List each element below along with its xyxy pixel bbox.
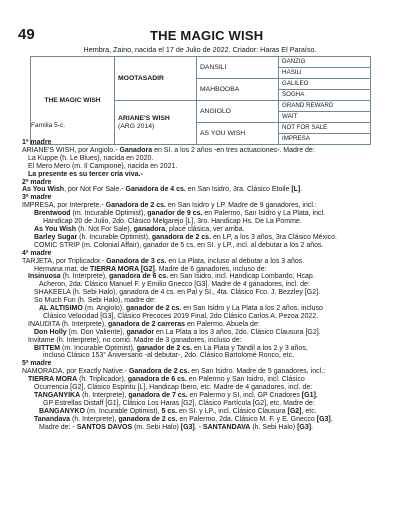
record-line: INAUDITA (h. Interprete), ganadora de 2 carreras en Palermo. Abuela de: bbox=[28, 320, 260, 328]
record-line: Don Holly (m. Don Valiente), ganador en La Plata a los 3 años, 2do. Clásico Clausura [G2]. bbox=[34, 328, 321, 336]
record-line: El Mero Mero (m. Il Campione), nacida en 2021. bbox=[28, 162, 178, 170]
pedigree-dam-year: (ARG 2014) bbox=[118, 122, 155, 130]
record-line: Hermana mat. de TIERRA MORA [G2]. Madre de 6 ganadores, incluso de: bbox=[34, 265, 267, 273]
record-line: IMPRESA, por Interprete.- Ganadora de 2 cs. en San Isidro y LP. Madre de 9 ganadores, incl.: bbox=[22, 202, 317, 210]
record-line: GP Estrellas Distaff [G1], Clásico Los Haras [G2], Clásico Partícula [G2], etc. Madre de: bbox=[43, 399, 315, 407]
record-line: NAMORADA, por Exactly Native.- Ganadora de 2 cs. en San Isidro. Madre de 5 ganadores, incl.: bbox=[22, 368, 326, 376]
pedigree-ggs-5: GRAND REWARD bbox=[279, 101, 371, 112]
record-line: TARJETA, por Triplicador.- Ganadora de 3 cs. en La Plata, incluso al debutar a los 3 años. bbox=[22, 257, 305, 265]
record-line: La presente es su tercer cría viva.- bbox=[28, 170, 143, 178]
pedigree-ggs-6: WAIT bbox=[279, 112, 371, 123]
section-heading: 4ª madre bbox=[22, 249, 52, 257]
family-label: Familia 5-c. bbox=[31, 122, 66, 129]
section-heading: 5ª madre bbox=[22, 360, 52, 368]
record-line: Ocurrencia [G2], Clásico Espiritu [L], Handicap Ibero, etc. Madre de 4 ganadores, incl. de: bbox=[34, 384, 313, 392]
pedigree-table bbox=[30, 56, 371, 145]
section-heading: 1ª madre bbox=[22, 139, 52, 146]
record-line: Tanandava (h. Interprete), ganadora de 2 cs. en Palermo, 2da. Clásico M. F. y E. Gnecco [G3]. bbox=[34, 415, 333, 423]
pedigree-ggs-2: HASILI bbox=[279, 68, 371, 79]
breed-info: Hembra, Zaino, nacida el 17 de Julio de 2022. Criador: Haras El Paraíso. bbox=[83, 45, 317, 54]
record-line: Madre de: - SANTOS DAVOS (m. Sebi Halo) [G3]. - SANTANDAVA (h. Sebi Halo) [G3]. bbox=[39, 423, 314, 431]
pedigree-dam: ARIANE'S WISH bbox=[118, 114, 170, 122]
pedigree-sire: MOOTASADIR bbox=[115, 57, 197, 101]
record-line: Invitame (h. Interprete), no corrió. Madre de 3 ganadores, incluso de: bbox=[28, 336, 242, 344]
record-line: TANGANYIKA (h. Interprete), ganadora de 7 cs. en Palermo y SI, incl. GP Criadores [G1], bbox=[34, 392, 318, 399]
record-line: BITTEM (m. Incurable Optimist), ganador de 2 cs. en La Plata y Tandil a los 2 y 3 años, bbox=[34, 344, 308, 352]
lot-number: 49 bbox=[18, 26, 35, 43]
record-line: Handicap 20 de Julio, 2do. Clásico Melgarejo [L], 3ro. Handicap Hs. De La Pomme. bbox=[43, 218, 302, 226]
horse-name: THE MAGIC WISH bbox=[150, 28, 264, 43]
record-line: As You Wish (h. Not For Sale), ganadora, placé clásica, ver arriba. bbox=[34, 225, 245, 233]
pedigree-subject: THE MAGIC WISH bbox=[31, 57, 115, 145]
pedigree-sire-sire: DANSILI bbox=[197, 57, 279, 79]
record-line: Acheron, 2da. Clásico Manuel F. y Emilio Gnecco [G3]. Madre de 4 ganadores, incl. de: bbox=[39, 281, 310, 289]
pedigree-ggs-3: GALILEO bbox=[279, 79, 371, 90]
pedigree-ggs-1: DANZIG bbox=[279, 57, 371, 68]
record-line: Clásico Velocidad [G3], Clásico Precoces 2019 Final, 2do Clásico Carlos A. Pezoa 2022. bbox=[43, 312, 319, 320]
record-line: So Much Fun (h. Sebi Halo), madre de: bbox=[34, 297, 156, 305]
pedigree-dam-cell bbox=[115, 101, 197, 145]
pedigree-dam-sire: ANGIOLO bbox=[197, 101, 279, 123]
record-line: ARIANE'S WISH, por Angiolo.- Ganadora en SI. a los 2 años -en tres actuaciones-. Madre de: bbox=[22, 146, 315, 154]
record-line: COMIC STRIP (m. Colonial Affair), ganador de 5 cs. en SI. y LP., incl. al debutar a los 2 años. bbox=[34, 241, 324, 249]
pedigree-ggs-7: NOT FOR SALE bbox=[279, 123, 371, 134]
record-line: La Kuppe (h. Le Blues), nacida en 2020. bbox=[28, 154, 154, 162]
section-heading: 3ª madre bbox=[22, 194, 52, 202]
record-line: Barley Sugar (h. Incurable Optimist), ganadora de 2 cs. en LP, a los 3 años, 3ra Clásico México. bbox=[34, 233, 337, 241]
record-line: Insinuosa (h. Interprete), ganadora de 6 cs. en San Isidro, incl. Handicap Lombardo, Hcap. bbox=[28, 273, 315, 281]
record-line: BANGANYKO (m. Incurable Optimist), 5 cs. en SI. y LP., incl. Clásico Clausura [G2], etc. bbox=[39, 407, 317, 415]
pedigree-ggs-8: IMPRESA bbox=[279, 134, 371, 145]
record-line: AL ALTISIMO (m. Angiolo), ganador de 2 cs. en San Isidro y La Plata a los 2 años, incluso bbox=[39, 305, 323, 313]
produce-record bbox=[22, 139, 382, 432]
record-line: SHAKEELA (h. Sebi Halo), ganadora de 4 cs. en Pal y SI., 4ta. Clásico Fco. J. Bezzley [G2]. bbox=[34, 289, 320, 297]
pedigree-dam-dam: AS YOU WISH bbox=[197, 123, 279, 145]
record-line: TIERRA MORA (h. Triplicador), ganadora de 6 cs. en Palermo y San Isidro, incl. Clásico bbox=[28, 376, 305, 384]
record-line: As You Wish, por Not For Sale.- Ganadora de 4 cs. en San Isidro, 3ra. Clásico Etoile [L]. bbox=[22, 186, 303, 194]
pedigree-sire-dam: MAHBOOBA bbox=[197, 79, 279, 101]
section-heading: 2ª madre bbox=[22, 178, 52, 186]
pedigree-ggs-4: SOGHA bbox=[279, 90, 371, 101]
record-line: Brentwood (m. Incurable Optimist), ganador de 9 cs. en Palermo, San Isidro y La Plata, incl. bbox=[34, 210, 326, 218]
record-line: incluso Clásico 153° Aniversario -al debutar-, 2do. Clásico Bartolomé Ronco, etc. bbox=[43, 352, 295, 360]
